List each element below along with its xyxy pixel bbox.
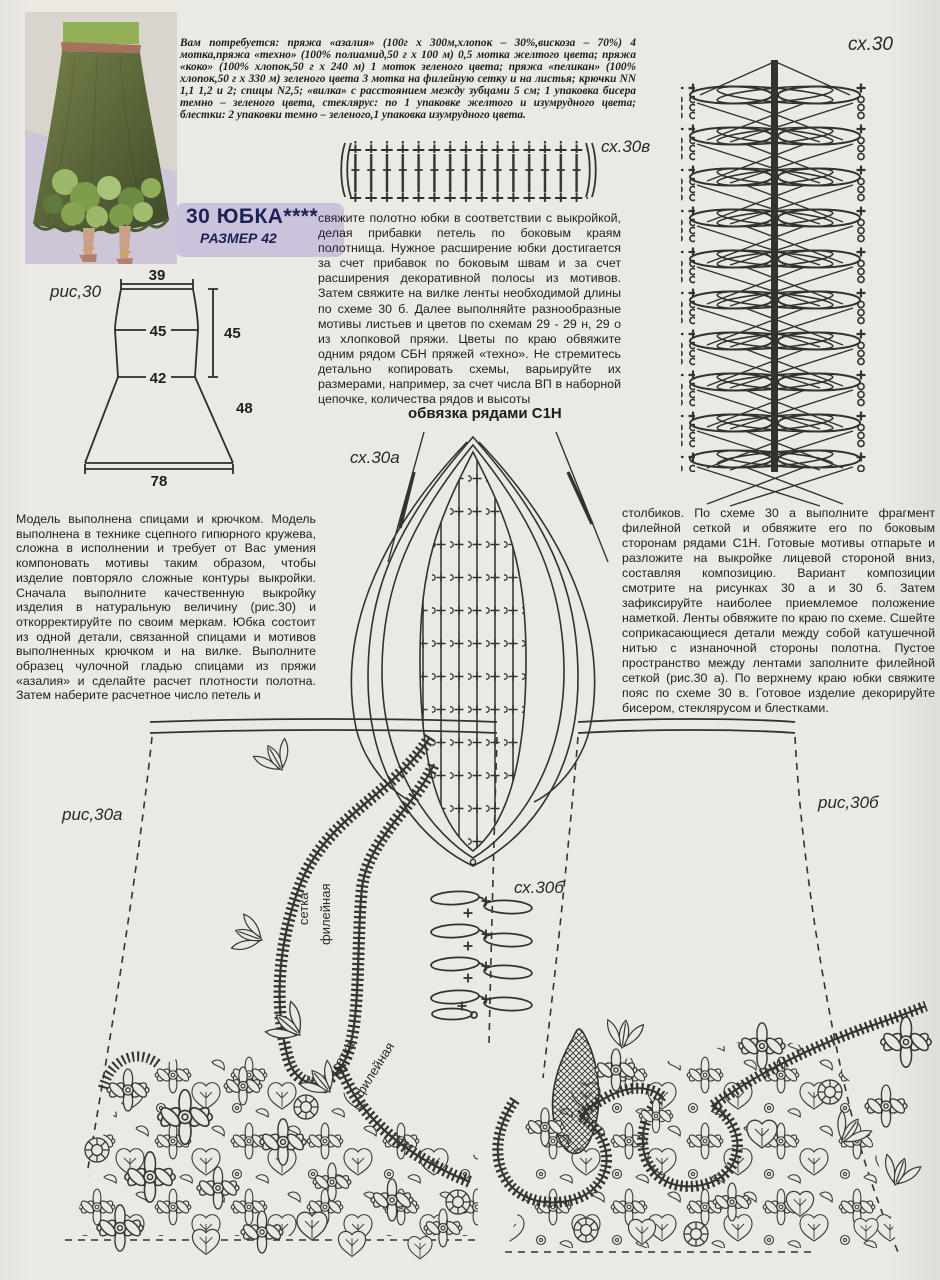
edge-stitches-right [855, 80, 869, 472]
materials-body: : пряжа «азалия» (100г х 300м,хлопок – 30%,вискоза – 70%) 4 мотка,пряжа «техно» (100% полиамид,50 г х 100 м) 0,5 мотка желтого цвета; пряжа «коко» (100% хлопок,50 г х 240 м) 1 моток зеленого цвета; пряжа «пеликан» (100% хлопок,50 г х 330 м) зеленого цвета 3 мотка на филейную сетку и на листья; крючки NN 1,1 1,2 и 2; спицы N2,5; «вилка» с расстоянием между зубцами 5 см; 1 упаковка бисера темно – зеленого цвета, стеклярус: по 1 упаковке желтого и изумрудного цвета; блестки: 2 упаковки темно – зеленого,1 упаковка изумрудного цвета. [180, 37, 636, 121]
meas-bottom-78: 78 [150, 473, 168, 490]
label-sch30b: сх.30б [514, 878, 564, 897]
body-column-left: Модель выполнена спицами и крючком. Модель выполнена в технике сцепного гипюрного кружева, сложна в исполнении и требует от Вас умения компоновать мотивы таким образом, чтобы изделие повторяло сложные контуры выкройки. Сначала выполните качественную выкройку изделия в натуральную величину (рис.30) и откорректируйте по своим меркам. Юбка состоит из одной детали, связанной спицами и мотивов выполненных крючком и на вилке. Выполните образец чулочной гладью спицами из пряжи «азалия» и сделайте расчет плотности полотна. Затем наберите расчетное число петель и [16, 512, 316, 703]
diagram-sch30a [350, 432, 608, 866]
materials-lead: Вам потребуется [180, 37, 276, 50]
pattern-number-name: 30 ЮБКА**** [186, 205, 319, 228]
label-fig30a: рис,30а [62, 805, 123, 824]
edge-stitches-left [681, 80, 695, 472]
pattern-size: РАЗМЕР 42 [200, 230, 277, 246]
leaf-motif [252, 737, 297, 779]
label-sch30a: сх.30а [350, 448, 400, 467]
diagram-sch30b [431, 878, 566, 1020]
net-label-setka-2: сетка [327, 1038, 358, 1074]
net-label-fileynaya: филейная [318, 883, 333, 945]
meas-height-45: 45 [224, 325, 241, 342]
net-label-fileynaya-2: филейная [351, 1039, 398, 1100]
waistband-lines-right [578, 719, 795, 733]
net-label-setka: сетка [296, 892, 311, 925]
leaf-motif [878, 1153, 921, 1192]
leaf-chart-caption: обвязка рядами С1Н [408, 405, 562, 422]
label-sch30: сх.30 [848, 34, 893, 55]
meas-lower-42: 42 [149, 370, 167, 387]
panel-edge-dashed [543, 737, 578, 1078]
leaf-motif [230, 914, 269, 957]
label-sch30v: сх.30в [601, 137, 651, 156]
body-column-right: столбиков. По схеме 30 а выполните фрагмент филейной сеткой и обвяжите его по боковым сторонам рядами С1Н. Готовые мотивы отпарьте и разложите на выкройке лицевой стороной вниз, составляя композицию. Вариант композиции смотрите на рисунках 30 а и 30 б. Затем зафиксируйте наиболее приемлемое положение наметкой. Ленты обвяжите по краю по схеме. Сшейте соприкасающиеся детали между собой катушечной нитью с изнаночной стороны полотна. Пустое пространство между лентами заполните филейной сеткой (рис.30 а). По верхнему краю юбки свяжите пояс по схеме 30 в. Готовое изделие декорируйте бисером, стеклярусом и блестками. [622, 506, 935, 715]
panel-fig30a [61, 719, 497, 1259]
diagram-sch30 [681, 34, 893, 506]
label-fig30b: рис,30б [818, 793, 879, 812]
lattice-leaf [553, 1029, 599, 1153]
body-column-middle: свяжите полотно юбки в соответствии с выкройкой, делая прибавки петель по боковым краям полотнища. Нужное расширение юбки достигается за счет прибавок по боковым швам и за счет расширения декоративной полосы из мотивов. Затем свяжите на вилке ленты необходимой длины по схеме 30 б. Далее выполняйте разнообразные мотивы листьев и цветов по схемам 29 - 29 н, 29 о из хлопковой пряжи. Цветы по краю обвяжите одним рядом СБН пряжей «техно». Не стремитесь детально копировать схемы, варьируйте их размерами, например, за счет числа ВП в наборной цепочке, количества рядов и высоты [318, 211, 621, 407]
meas-flare-48: 48 [236, 400, 253, 417]
meas-top-39: 39 [148, 267, 166, 284]
panel-fig30b [498, 719, 931, 1252]
label-fig30: рис,30 [50, 282, 102, 301]
leaf-motif [604, 1018, 644, 1051]
diagram-sch30v [341, 137, 650, 202]
schematic-fig30 [49, 267, 253, 490]
meas-upper-45: 45 [149, 323, 167, 340]
